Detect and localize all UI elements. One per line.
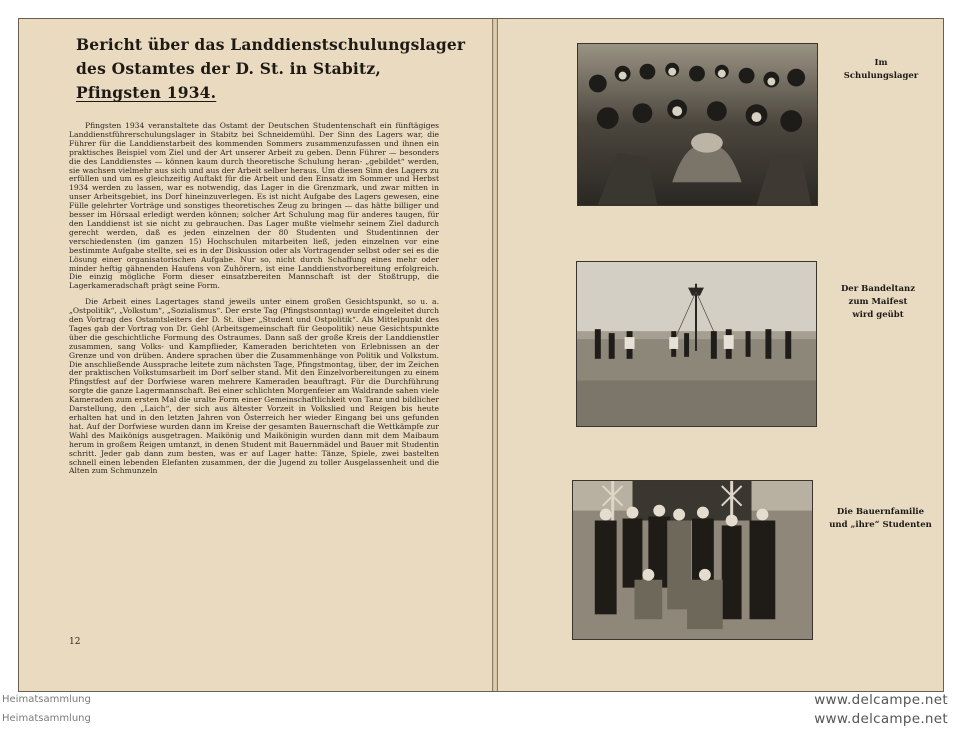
page-number: 12 <box>69 637 81 647</box>
family-photo-image <box>573 481 812 639</box>
caption-1-line-2: Schulungslager <box>843 71 919 81</box>
title-line-2: des Ostamtes der D. St. in Stabitz, <box>76 59 381 78</box>
caption-2-line-1: Der Bandeltanz <box>840 284 916 294</box>
paragraph-1: Pfingsten 1934 veranstaltete das Ostamt der Deutschen Studentenschaft ein fünftägiges Landdienstführerschulungslager in Stabitz bei Schneidemühl. Der Sinn des Lagers war, die Führer für die Landdienstarbeit des kommenden Sommers zusammenzufassen und ihnen ein praktisches Beispiel vom Ziel und der Art unserer Arbeit zu geben. Denn Führer — besonders die des Landdienstes — können kaum durch theoretische Schulung heran- „gebildet“ werden, sie wachsen vielmehr aus sich und aus der Arbeit selber heraus. Um diesen Sinn des Lagers zu erfüllen und um es gleichzeitig Auftakt für die Arbeit und den Einsatz im Sommer und Herbst 1934 werden zu lassen, war es notwendig, das Lager in die Grenzmark, und zwar mitten in unser Arbeitsgebiet, ins Dorf hineinzuverlegen. Es ist nicht Aufgabe des Lagers gewesen, eine Fülle gelehrter Vorträge und sonstiges theoretisches Zeug zu bringen — das hätte billiger und besser im Hörsaal erledigt werden können; solcher Art Schulung mag für anderes taugen, für den Landdienst ist sie nicht zu gebrauchen. Das Lager mußte vielmehr seinem Ziel dadurch gerecht werden, daß es jeden einzelnen der 80 Studenten und Studentinnen der verschiedensten (im ganzen 15) Hochschulen mitarbeiten ließ, jeden einzelnen vor eine bestimmte Aufgabe stellte, sei es in der Diskussion oder als Vortragender selbst oder sei es die Lösung einer organisatorischen Aufgabe. Nur so, nicht durch Schaffung eines mehr oder minder heftig gähnenden Haufens von Zuhörern, ist eine Landdienstvorbereitung erfolgreich. Die einzig mögliche Form dieser einsatzbereiten Mannschaft ist der Stoßtrupp, die Lagerkameradschaft prägt seine Form. <box>69 121 439 291</box>
photo-schulungslager <box>577 43 818 206</box>
caption-photo-2 <box>823 283 933 322</box>
article-body <box>69 122 439 483</box>
article-title <box>76 33 466 105</box>
booklet-spread <box>18 18 944 692</box>
caption-3-line-2: und „ihre“ Studenten <box>829 520 932 530</box>
watermark-right-upper: www.delcampe.net <box>814 692 948 708</box>
left-page <box>19 19 492 691</box>
caption-3-line-1: Die Bauernfamilie <box>836 507 925 517</box>
caption-photo-3 <box>818 506 943 532</box>
photo-bandeltanz <box>576 261 817 427</box>
right-page <box>498 19 943 691</box>
title-line-3: Pfingsten 1934. <box>76 83 217 102</box>
title-line-1: Bericht über das Landdienstschulungslager <box>76 35 466 54</box>
watermark-right-lower: www.delcampe.net <box>814 711 948 727</box>
paragraph-2: Die Arbeit eines Lagertages stand jeweils unter einem großen Gesichtspunkt, so u. a. „Ostpolitik“, „Volkstum“, „Sozialismus“. Der erste Tag (Pfingstsonntag) wurde eingeleitet durch den Vortrag des Ostamtsleiters der D. St. über „Student und Ostpolitik“. Als Mittelpunkt des Tages gab der Vortrag von Dr. Gehl (Arbeitsgemeinschaft für Geopolitik) neue Gesichtspunkte über die geschichtliche Formung des Ostraumes. Dann saß der große Kreis der Landdienstler zusammen, sang Volks- und Kampflieder, Kameraden berichteten von Erlebnissen an der Grenze und von drüben. Andere sprachen über die Zusammenhänge von Politik und Volkstum. Die anschließende Aussprache leitete zum nächsten Tage, Pfingstmontag, über, der im Zeichen der praktischen Volkstumsarbeit im Dorf selber stand. Mit den Einzelvorbereitungen zu einem Pfingstfest auf der Dorfwiese waren mehrere Kameraden beauftragt. Für die Durchführung sorgte die ganze Lagermannschaft. Bei einer schlichten Morgenfeier am Waldrande sahen viele Kameraden zum ersten Mal die uralte Form einer Gemeinschaftlichkeit von Tanz und bildlicher Darstellung, den „Laich“, der sich aus ältester Vorzeit in Volkslied und Reigen bis heute erhalten hat und in den letzten Jahren von Österreich her wieder Eingang bei uns gefunden hat. Auf der Dorfwiese wurden dann im Kreise der gesamten Bauernschaft die Wettkämpfe zur Wahl des Maikönigs ausgetragen. Maikönig und Maikönigin wurden dann mit dem Maibaum herum in großem Reigen umtanzt, in denen Student mit Bauernmädel und Bauer mit Studentin schritt. Jeder gab dann zum besten, was er auf Lager hatte: Tänze, Spiele, zwei bastelten schnell einen lebenden Elefanten zusammen, der die Jugend zu toller Ausgelassenheit und die Alten zum Schmunzeln <box>69 297 439 476</box>
caption-1-line-1: Im <box>874 58 888 68</box>
caption-2-line-2: zum Maifest <box>848 297 908 307</box>
dance-photo-image <box>577 262 816 426</box>
crowd-photo-image <box>578 44 817 205</box>
watermark-left-upper: Heimatsammlung <box>2 694 91 705</box>
caption-photo-1 <box>826 57 936 83</box>
photo-bauernfamilie <box>572 480 813 640</box>
watermark-left-lower: Heimatsammlung <box>2 713 91 724</box>
caption-2-line-3: wird geübt <box>852 310 904 320</box>
